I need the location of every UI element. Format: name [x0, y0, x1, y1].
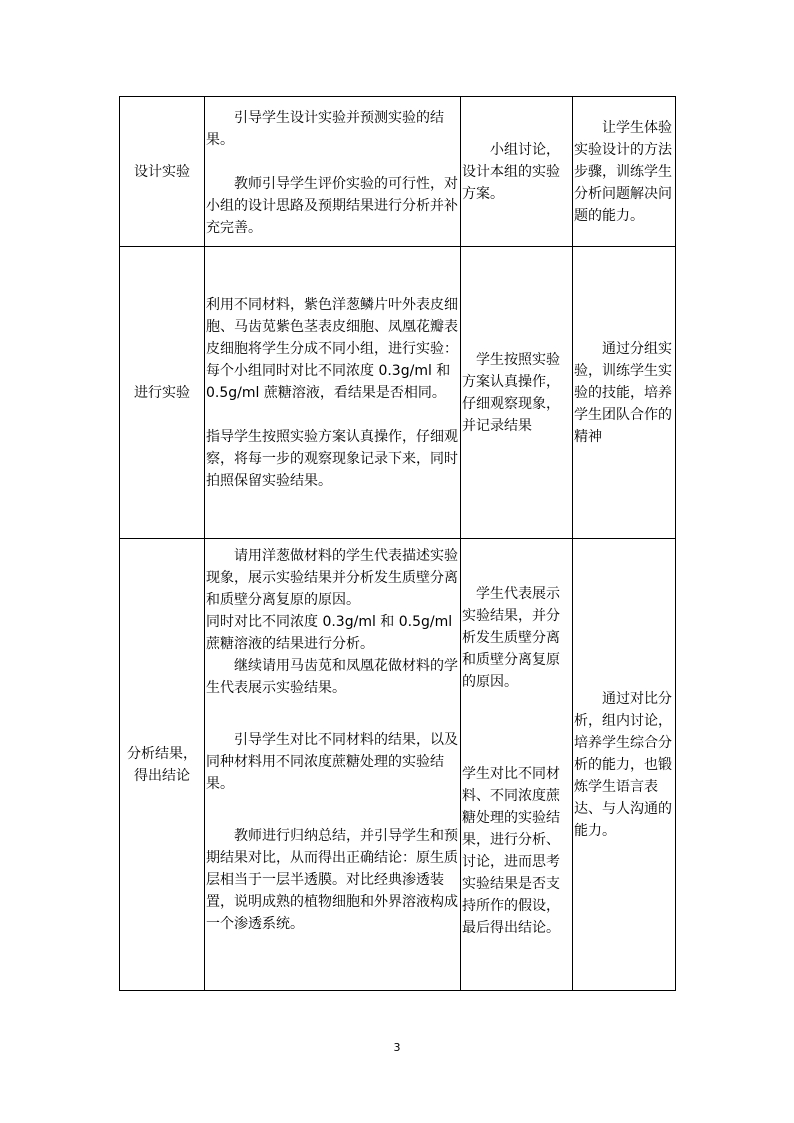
teacher-text: 引导学生设计实验并预测实验的结果。: [206, 110, 444, 148]
stage-cell: [120, 97, 205, 247]
teacher-text: 利用不同材料，紫色洋葱鳞片叶外表皮细胞、马齿苋紫色茎表皮细胞、凤凰花瓣表皮细胞将学生分成不同小组，进行实验：每个小组同时对比不同浓度 0.3g/ml 和 0.5g/ml 蔗糖溶液，看结果是否相同。: [206, 296, 458, 401]
intent-text: 通过分组实验，训练学生实验的技能，培养学生团队合作的精神: [574, 340, 672, 445]
table-row: [120, 97, 676, 247]
lesson-plan-table: [119, 96, 676, 991]
stage-cell: [120, 247, 205, 539]
table-row: [120, 539, 676, 991]
student-text: 学生对比不同材料、不同浓度蔗糖处理的实验结果，进行分析、讨论，进而思考实验结果是否支持所作的假设，最后得出结论。: [462, 766, 560, 936]
student-activity-cell: [461, 539, 573, 991]
stage-label: 分析结果，得出结论: [127, 745, 197, 784]
teacher-activity-cell: [205, 539, 461, 991]
stage-label: 进行实验: [134, 384, 190, 401]
intent-text: 让学生体验实验设计的方法步骤，训练学生分析问题解决问题的能力。: [574, 119, 672, 224]
teacher-text: 指导学生按照实验方案认真操作，仔细观察，将每一步的观察现象记录下来，同时拍照保留实验结果。: [206, 428, 458, 489]
teacher-text: 教师引导学生评价实验的可行性，对小组的设计思路及预期结果进行分析并补充完善。: [206, 176, 458, 236]
design-intent-cell: [573, 539, 676, 991]
teacher-text: 教师进行归纳总结，并引导学生和预期结果对比，从而得出正确结论：原生质层相当于一层半透膜。对比经典渗透装置，说明成熟的植物细胞和外界溶液构成一个渗透系统。: [206, 828, 458, 932]
teacher-text: 引导学生对比不同材料的结果，以及同种材料用不同浓度蔗糖处理的实验结果。: [206, 732, 458, 792]
table-row: [120, 247, 676, 539]
design-intent-cell: [573, 97, 676, 247]
design-intent-cell: [573, 247, 676, 539]
student-activity-cell: [461, 97, 573, 247]
teacher-text: 继续请用马齿苋和凤凰花做材料的学生代表展示实验结果。: [206, 658, 458, 696]
student-activity-cell: [461, 247, 573, 539]
student-text: 小组讨论，设计本组的实验方案。: [462, 141, 560, 202]
page-number: 3: [393, 1041, 401, 1054]
student-text: 学生代表展示实验结果，并分析发生质壁分离和质壁分离复原的原因。: [462, 586, 560, 690]
teacher-activity-cell: [205, 97, 461, 247]
intent-text: 通过对比分析，组内讨论，培养学生综合分析的能力，也锻炼学生语言表达、与人沟通的能力。: [574, 690, 672, 839]
teacher-text: 同时对比不同浓度 0.3g/ml 和 0.5g/ml 蔗糖溶液的结果进行分析。: [206, 614, 453, 652]
teacher-text: 请用洋葱做材料的学生代表描述实验现象，展示实验结果并分析发生质壁分离和质壁分离复原的原因。: [206, 548, 458, 608]
student-text: 学生按照实验方案认真操作，仔细观察现象，并记录结果: [462, 351, 560, 434]
teacher-activity-cell: [205, 247, 461, 539]
stage-label: 设计实验: [134, 163, 190, 180]
stage-cell: [120, 539, 205, 991]
